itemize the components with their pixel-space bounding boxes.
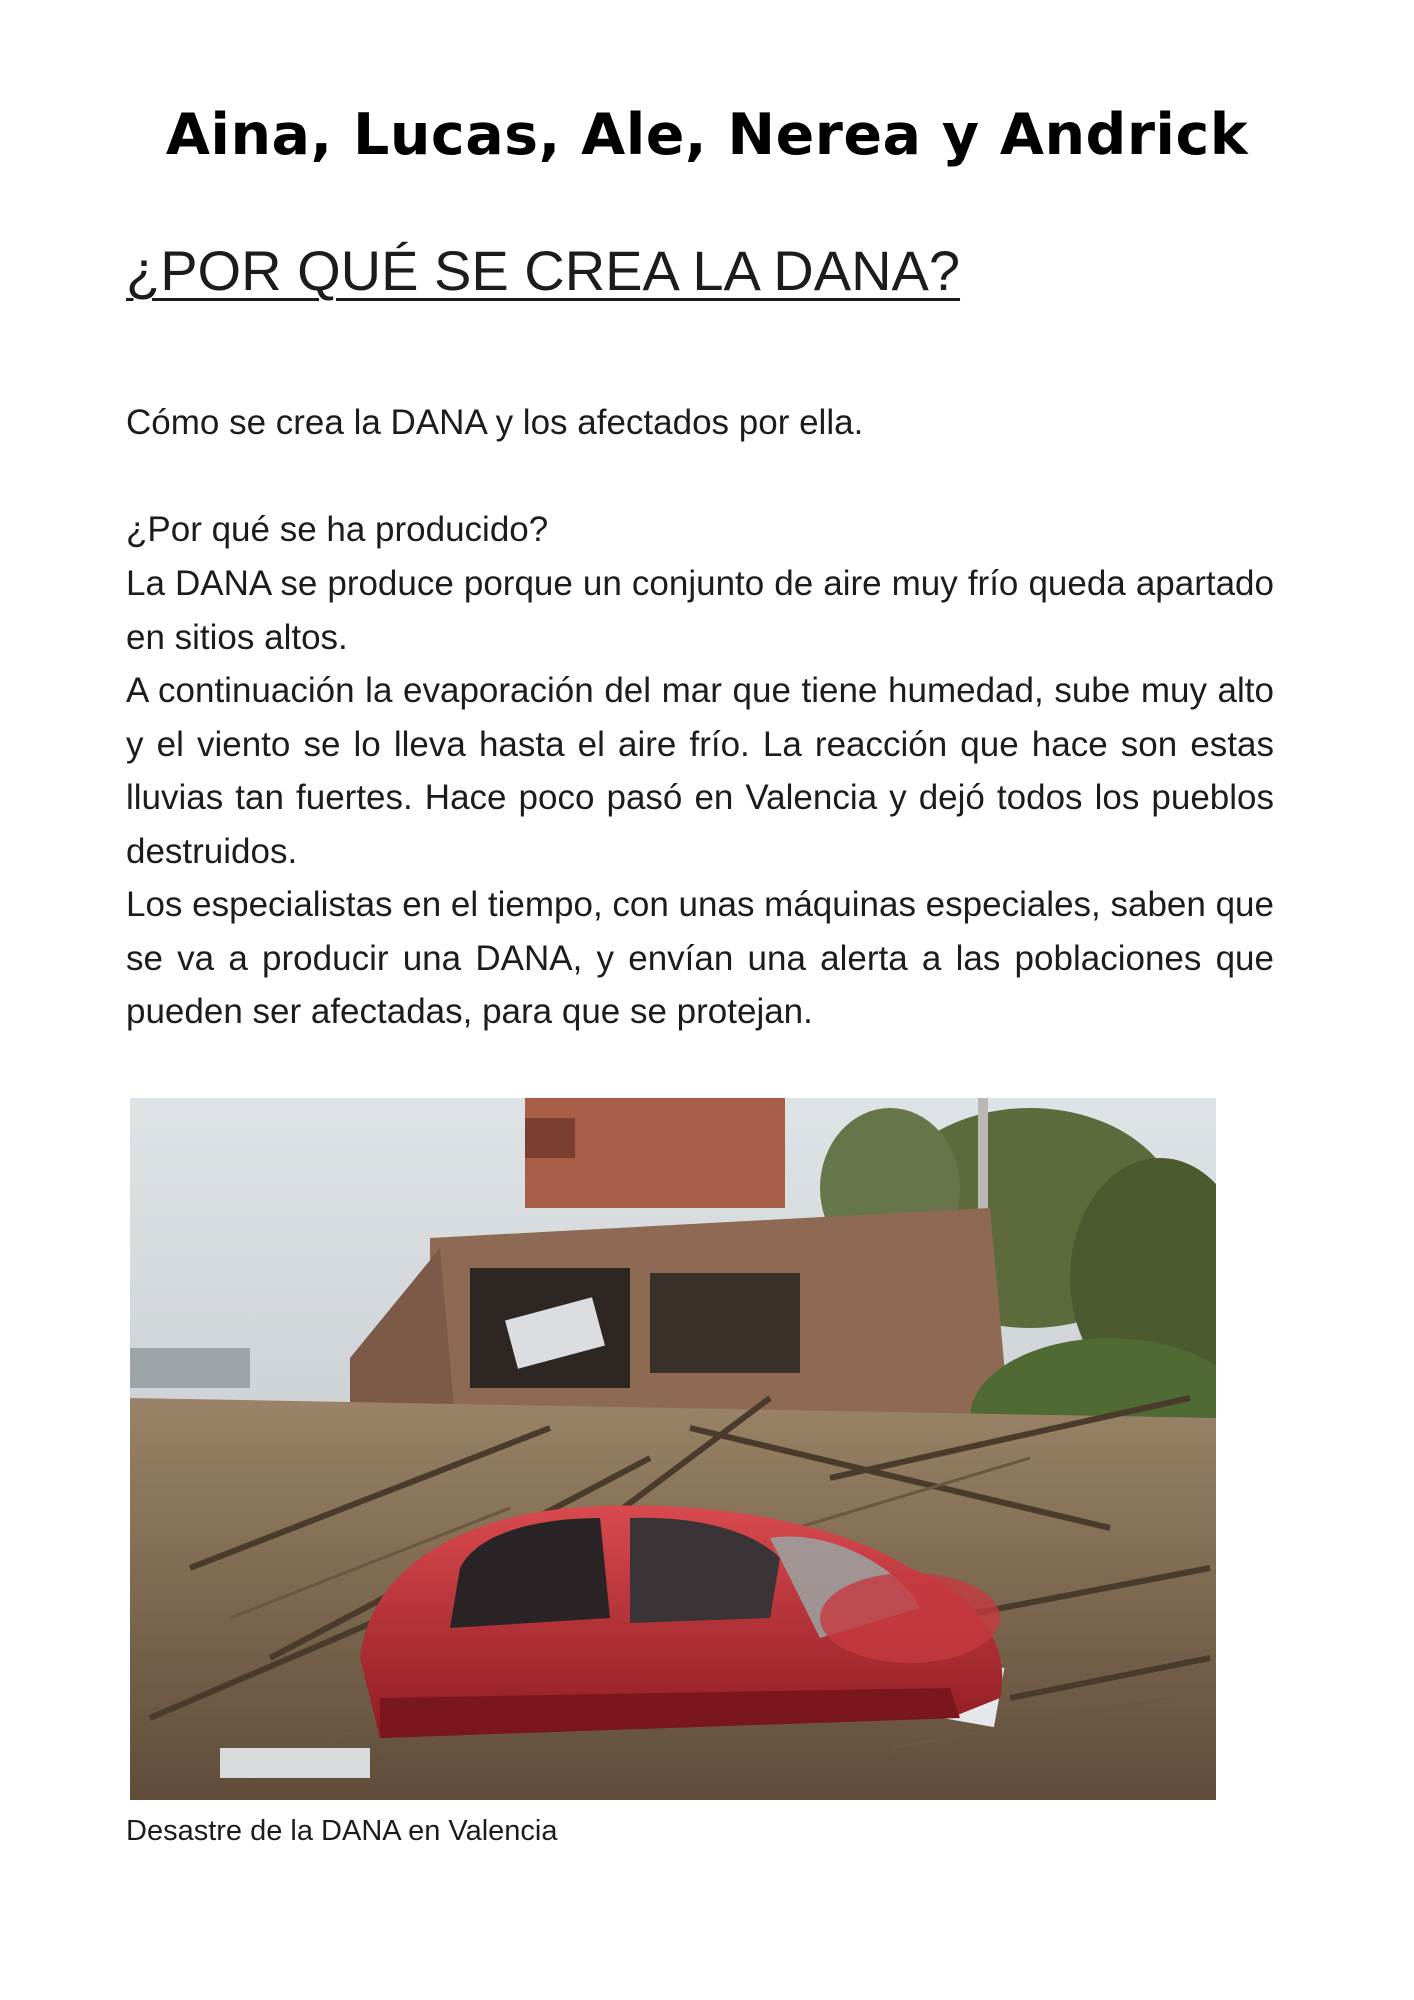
paragraph-2: A continuación la evaporación del mar que tiene humedad, sube muy alto y el viento se lo lleva hasta el aire frío. La reacción que hace son estas lluvias tan fuertes. Hace poco pasó en Valencia y dejó todos los pueblos destruidos.	[126, 671, 1274, 871]
flood-damage-photo	[130, 1098, 1216, 1800]
photo-caption: Desastre de la DANA en Valencia	[126, 1815, 558, 1847]
paragraph-1: La DANA se produce porque un conjunto de aire muy frío queda apartado en sitios altos.	[126, 564, 1274, 657]
body-text	[126, 557, 1274, 1039]
document-subtitle: Cómo se crea la DANA y los afectados por ella.	[126, 403, 864, 442]
distant-buildings	[130, 1348, 250, 1388]
document-title: ¿POR QUÉ SE CREA LA DANA?	[126, 239, 961, 302]
paragraph-3: Los especialistas en el tiempo, con unas máquinas especiales, saben que se va a producir una DANA, y envían una alerta a las poblaciones que pueden ser afectadas, para que se protejan.	[126, 885, 1274, 1031]
section-question: ¿Por qué se ha producido?	[126, 510, 549, 549]
authors-heading: Aina, Lucas, Ale, Nerea y Andrick	[165, 102, 1249, 168]
